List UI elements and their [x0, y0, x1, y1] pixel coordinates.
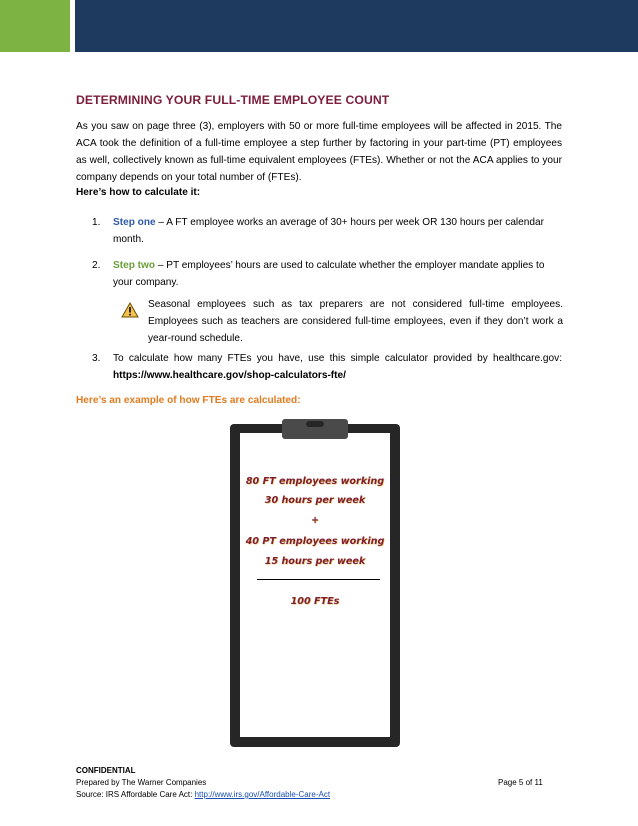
footer-source	[76, 790, 330, 799]
calculator-link[interactable]: https://www.healthcare.gov/shop-calculators-fte/	[113, 370, 346, 381]
list-number: 2.	[92, 260, 101, 271]
footer-source-link[interactable]: http://www.irs.gov/Affordable-Care-Act	[194, 790, 331, 799]
intro-paragraph: As you saw on page three (3), employers with 50 or more full-time employees will be affected in 2015. The ACA took the definition of a full-time employee a step further by factoring in your part-time (PT) employees as well, collectively known as full-time equivalent employees (FTEs). Whether or not the ACA applies to your company depends on your total number of (FTEs).	[76, 121, 562, 183]
calc-sum-line	[257, 579, 380, 580]
step-two-text: – PT employees’ hours are used to calculate whether the employer mandate applies to your company.	[113, 260, 545, 288]
footer-source-label: Source: IRS Affordable Care Act:	[76, 790, 195, 799]
calc-line-pt-employees: 40 PT employees working	[245, 536, 385, 547]
header-green-bar	[0, 0, 70, 52]
warning-icon	[121, 302, 139, 318]
clipboard-clamp-hole	[306, 421, 324, 427]
list-number: 1.	[92, 217, 101, 228]
howto-heading: Here’s how to calculate it:	[76, 187, 201, 198]
footer-prepared-by: Prepared by The Warner Companies	[76, 778, 207, 787]
step-two-label: Step two	[113, 260, 156, 271]
step-one-text: – A FT employee works an average of 30+ hours per week OR 130 hours per calendar month.	[113, 217, 544, 245]
list-number: 3.	[92, 353, 101, 364]
example-heading: Here’s an example of how FTEs are calculated:	[76, 395, 301, 406]
header-navy-bar	[75, 0, 638, 52]
footer-confidential: CONFIDENTIAL	[76, 766, 136, 775]
calc-plus: +	[310, 515, 320, 526]
calc-result: 100 FTEs	[290, 596, 340, 607]
warning-note: Seasonal employees such as tax preparers are not considered full-time employees. Employees such as teachers are considered full-time employees, even if they don’t work a year-round schedule.	[148, 299, 563, 344]
calc-line-ft-hours: 30 hours per week	[264, 495, 366, 506]
footer-page-number: Page 5 of 11	[498, 778, 543, 787]
section-title: DETERMINING YOUR FULL-TIME EMPLOYEE COUNT	[76, 93, 390, 107]
calc-line-pt-hours: 15 hours per week	[264, 556, 366, 567]
step-one-label: Step one	[113, 217, 156, 228]
calc-line-ft-employees: 80 FT employees working	[245, 476, 385, 487]
step-three-text: To calculate how many FTEs you have, use this simple calculator provided by healthcare.gov:	[113, 353, 562, 364]
